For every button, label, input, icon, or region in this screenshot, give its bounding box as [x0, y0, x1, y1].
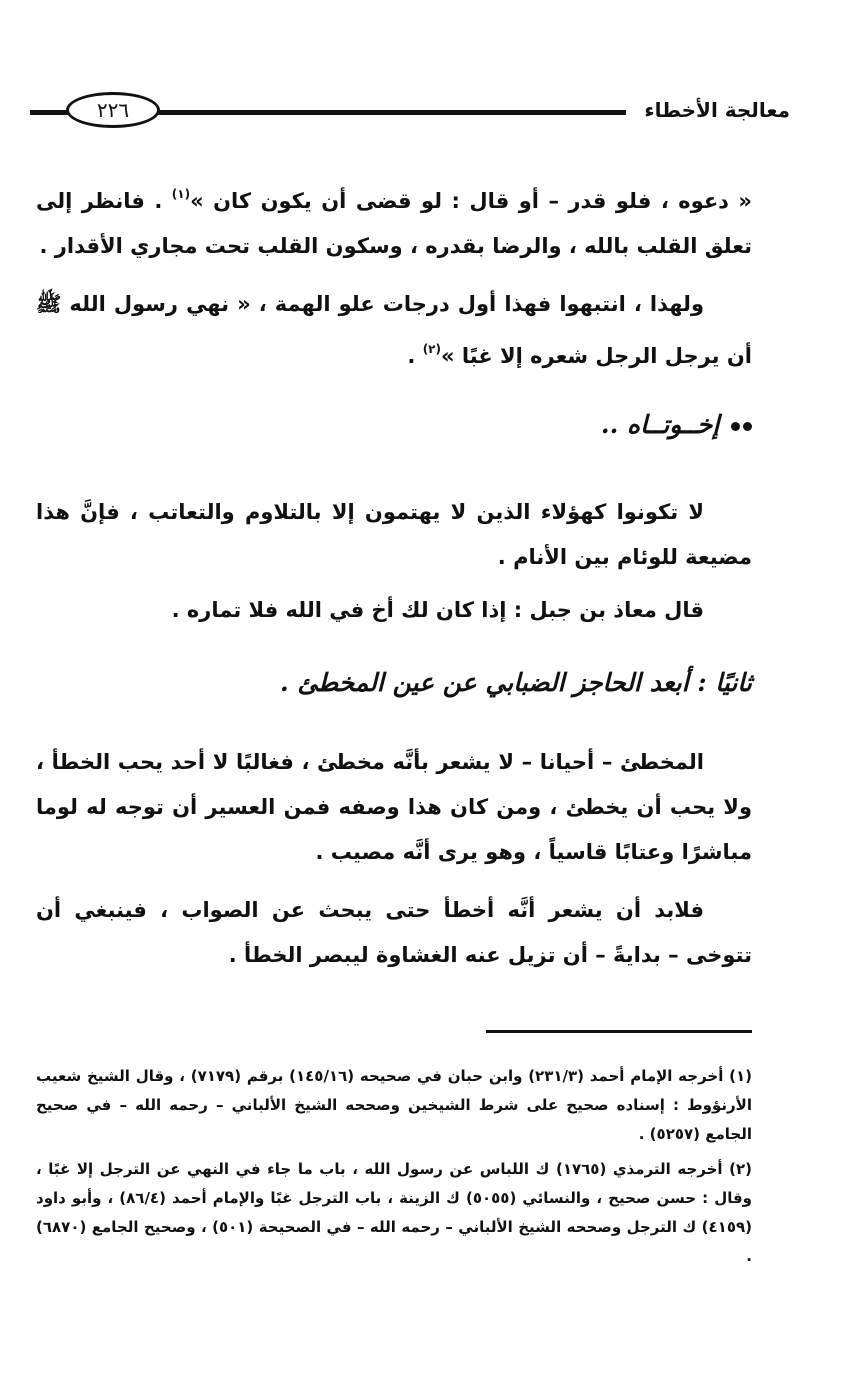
page-number: ٢٢٦: [66, 92, 160, 128]
paragraph-2: [36, 282, 752, 379]
paragraph-4: [36, 588, 752, 633]
page-header: [30, 88, 790, 138]
paragraph-5: [36, 740, 752, 875]
section-heading-brothers: [36, 410, 752, 439]
footnote-ref-2: (٢): [422, 342, 441, 356]
running-title: معالجة الأخطاء: [644, 98, 790, 122]
paragraph-5-text: المخطئ – أحيانا – لا يشعر بأنَّه مخطئ ، فغالبًا لا أحد يحب الخطأ ، ولا يحب أن يخطئ ، ومن كان هذا وصفه فمن العسير أن توجه له لوما مباشرًا وعتابًا قاسياً ، وهو يرى أنَّه مصيب .: [36, 750, 752, 864]
header-rule-right: [158, 110, 626, 115]
paragraph-6-text: فلابد أن يشعر أنَّه أخطأ حتى يبحث عن الصواب ، فينبغي أن تتوخى – بدايةً – أن تزيل عنه الغشاوة ليبصر الخطأ .: [36, 898, 752, 967]
section-heading-second: ثانيًا : أبعد الحاجز الضبابي عن عين المخطئ .: [279, 668, 752, 697]
paragraph-3: [36, 490, 752, 580]
bullet-dot-icon: [731, 422, 740, 431]
paragraph-2-text: ولهذا ، انتبهوا فهذا أول درجات علو الهمة ، « نهي رسول الله ﷺ أن يرجل الرجل شعره إلا غبًا »: [36, 292, 752, 368]
paragraph-3-text: لا تكونوا كهؤلاء الذين لا يهتمون إلا بالتلاوم والتعاتب ، فإنَّ هذا مضيعة للوئام بين الأنام .: [36, 500, 752, 569]
footnotes: [36, 1062, 752, 1277]
paragraph-1-quote: « دعوه ، فلو قدر – أو قال : لو قضى أن يكون كان »: [190, 189, 752, 213]
paragraph-1-rest: . فانظر إلى تعلق القلب بالله ، والرضا بقدره ، وسكون القلب تحت مجاري الأقدار .: [36, 189, 752, 258]
footnote-ref-1: (١): [171, 187, 191, 201]
footnote-2: (٢) أخرجه الترمذي (١٧٦٥) ك اللباس عن رسول الله ، باب ما جاء في النهي عن الترجل إلا غبًا ، وقال : حسن صحيح ، والنسائي (٥٠٥٥) ك الزينة ، باب الترجل غبًا والإمام أحمد (٨٦/٤) ، وأبو داود (٤١٥٩) ك الترجل وصححه الشيخ الألباني – رحمه الله – في الصحيحة (٥٠١) ، وصحيح الجامع (٦٨٧٠) .: [36, 1160, 753, 1265]
paragraph-6: [36, 888, 752, 978]
paragraph-4-text: قال معاذ بن جبل : إذا كان لك أخ في الله فلا تماره .: [171, 598, 704, 622]
footnote-1: (١) أخرجه الإمام أحمد (٢٣١/٣) وابن حبان في صحيحه (١٤٥/١٦) برقم (٧١٧٩) ، وقال الشيخ شعيب الأرنؤوط : إسناده صحيح على شرط الشيخين وصححه الشيخ الألباني – رحمه الله – في صحيح الجامع (٥٢٥٧) .: [36, 1067, 753, 1143]
bullet-dot-icon: [743, 422, 752, 431]
paragraph-1: [36, 172, 752, 269]
footnote-separator: [486, 1030, 752, 1033]
paragraph-2-rest: .: [407, 344, 423, 368]
header-rule-left: [30, 110, 70, 115]
section-heading-brothers-text: إخــوتــاه ..: [600, 410, 720, 439]
